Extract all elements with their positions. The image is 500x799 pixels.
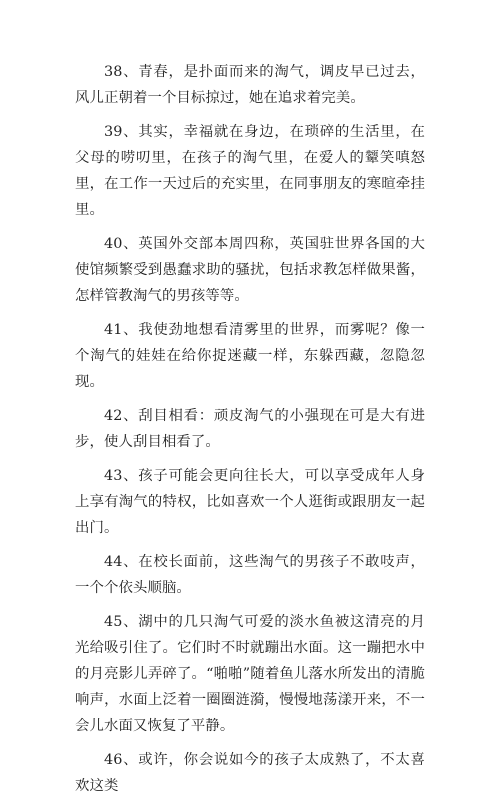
sentence-38: 38、青春，是扑面而来的淘气，调皮早已过去，风儿正朝着一个目标掠过，她在追求着完美。 — [75, 64, 425, 106]
sentence-43: 43、孩子可能会更向往长大，可以享受成年人身上享有淘气的特权，比如喜欢一个人逛街或跟朋友一起出门。 — [75, 468, 425, 536]
sentence-39: 39、其实，幸福就在身边，在琐碎的生活里，在父母的唠叨里，在孩子的淘气里，在爱人的颦笑嗔怒里，在工作一天过后的充实里，在同事朋友的寒暄牵挂里。 — [75, 124, 425, 218]
sentence-45: 45、湖中的几只淘气可爱的淡水鱼被这清亮的月光给吸引住了。它们时不时就蹦出水面。这一蹦把水中的月亮影儿弄碎了。“啪啪”随着鱼儿落水所发出的清脆响声，水面上泛着一圈圈涟漪，慢慢地荡漾开来，不一会儿水面又恢复了平静。 — [75, 614, 425, 734]
sentence-46: 46、或许，你会说如今的孩子太成熟了，不太喜欢这类 — [75, 752, 425, 794]
sentence-42: 42、刮目相看：顽皮淘气的小强现在可是大有进步，使人刮目相看了。 — [75, 408, 425, 450]
sentence-41: 41、我使劲地想看清雾里的世界，而雾呢？像一个淘气的娃娃在给你捉迷藏一样，东躲西藏，忽隐忽现。 — [75, 322, 425, 390]
sentence-44: 44、在校长面前，这些淘气的男孩子不敢吱声，一个个依头顺脑。 — [75, 554, 425, 596]
sentence-40: 40、英国外交部本周四称，英国驻世界各国的大使馆频繁受到愚蠢求助的骚扰，包括求教怎样做果酱，怎样管教淘气的男孩等等。 — [75, 236, 425, 304]
